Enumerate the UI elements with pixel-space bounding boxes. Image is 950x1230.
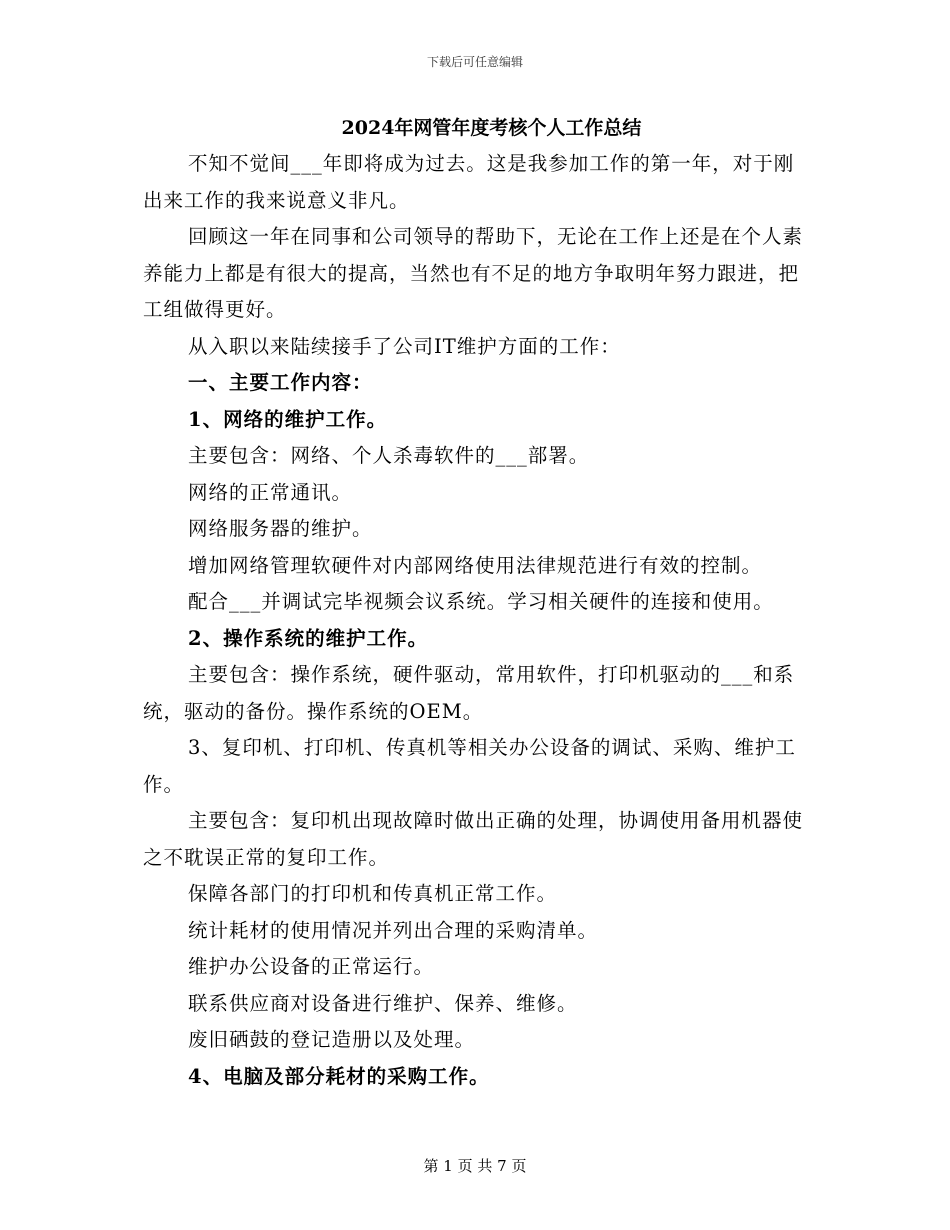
paragraph: 3、复印机、打印机、传真机等相关办公设备的调试、采购、维护工作。 [143,736,796,796]
page-header: 下载后可任意编辑 [426,55,523,69]
paragraph: 统计耗材的使用情况并列出合理的采购清单。 [188,918,599,942]
paragraph: 主要包含：复印机出现故障时做出正确的处理，协调使用备用机器使之不耽误正常的复印工作。 [143,809,804,869]
paragraph-list [143,146,810,1095]
document-title: 2024年网管年度考核个人工作总结 [341,117,642,139]
section-heading: 1、网络的维护工作。 [188,407,388,431]
paragraph: 不知不觉间___年即将成为过去。这是我参加工作的第一年，对于刚出来工作的我来说意义非凡。 [143,152,795,212]
paragraph: 从入职以来陆续接手了公司IT维护方面的工作： [188,334,621,358]
paragraph: 保障各部门的打印机和传真机正常工作。 [188,882,558,905]
paragraph: 主要包含：操作系统，硬件驱动，常用软件，打印机驱动的___和系统，驱动的备份。操作系统的OEM。 [143,663,795,723]
page-footer: 第 1 页 共 7 页 [423,1157,527,1175]
paragraph: 废旧硒鼓的登记造册以及处理。 [188,1028,476,1051]
paragraph: 网络服务器的维护。 [188,517,373,540]
section-heading: 4、电脑及部分耗材的采购工作。 [188,1064,490,1088]
document-body [143,113,810,1095]
section-heading: 2、操作系统的维护工作。 [188,626,429,650]
paragraph: 回顾这一年在同事和公司领导的帮助下，无论在工作上还是在个人素养能力上都是有很大的提高，当然也有不足的地方争取明年努力跟进，把工组做得更好。 [143,225,804,321]
paragraph: 主要包含：网络、个人杀毒软件的___部署。 [188,444,590,467]
section-heading: 一、主要工作内容： [188,371,373,394]
paragraph: 网络的正常通讯。 [188,480,353,504]
paragraph: 维护办公设备的正常运行。 [188,955,435,978]
paragraph: 联系供应商对设备进行维护、保养、维修。 [188,991,578,1015]
paragraph: 增加网络管理软硬件对内部网络使用法律规范进行有效的控制。 [188,553,763,577]
paragraph: 配合___并调试完毕视频会议系统。学习相关硬件的连接和使用。 [188,590,774,613]
